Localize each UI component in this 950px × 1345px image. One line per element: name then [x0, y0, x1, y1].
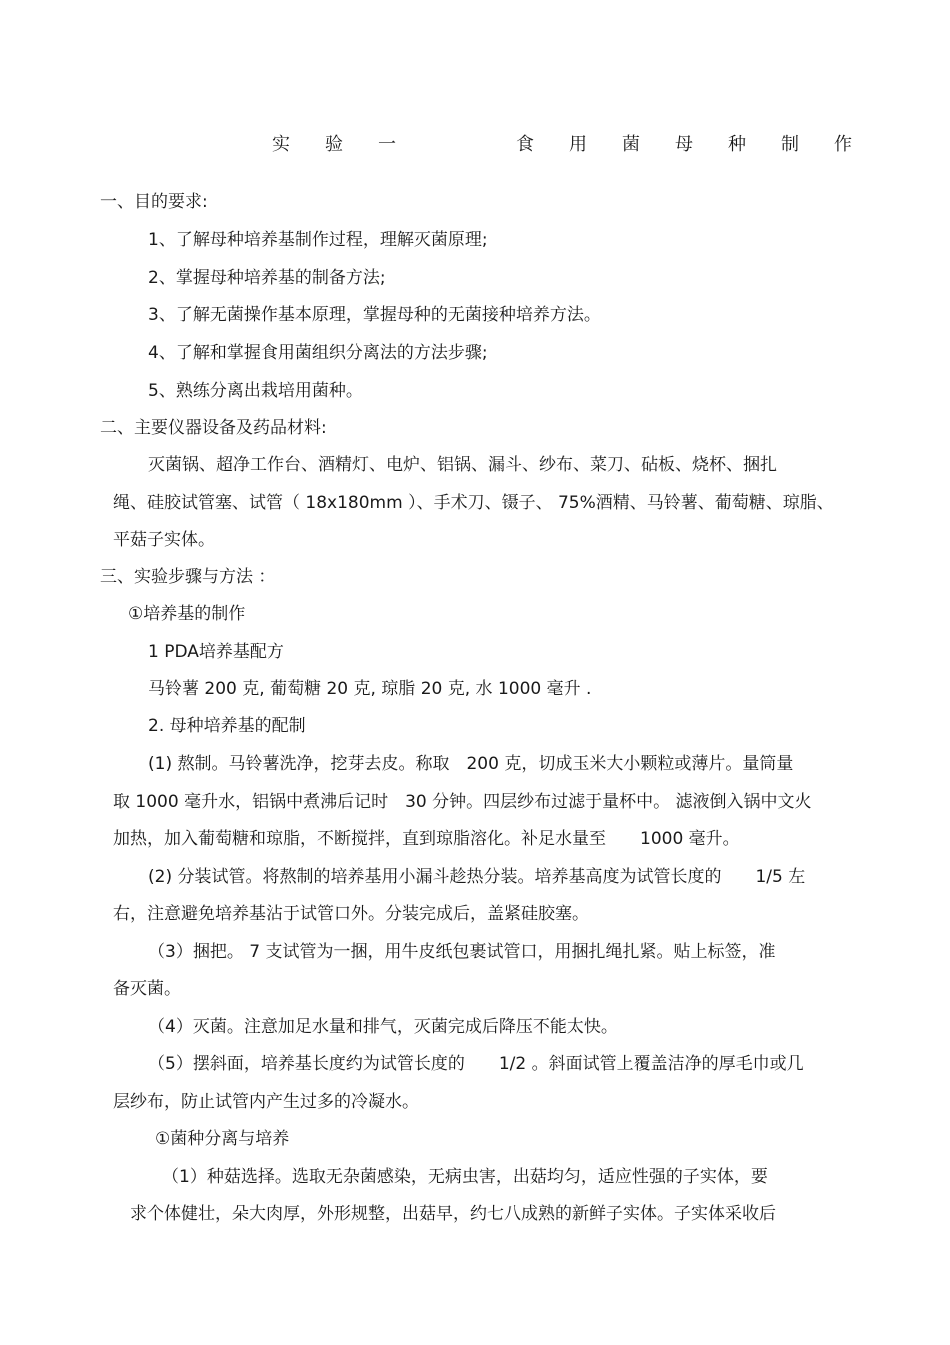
sub-heading: 1 PDA培养基配方 — [148, 642, 284, 662]
title-char: 用 — [569, 134, 587, 155]
title-char: 食 — [516, 134, 534, 155]
section-heading: 二、主要仪器设备及药品材料: — [100, 418, 327, 438]
title-char: 实 — [272, 134, 290, 155]
sub-heading: ①菌种分离与培养 — [155, 1129, 290, 1149]
list-item: 1、了解母种培养基制作过程，理解灭菌原理; — [148, 230, 488, 250]
paragraph-line: （5）摆斜面，培养基长度约为试管长度的 1/2 。斜面试管上覆盖洁净的厚毛巾或几 — [148, 1054, 804, 1074]
paragraph-line: 加热，加入葡萄糖和琼脂，不断搅拌，直到琼脂溶化。补足水量至 1000 毫升。 — [113, 829, 740, 849]
paragraph-line: 右，注意避免培养基沾于试管口外。分装完成后，盖紧硅胶塞。 — [113, 904, 589, 924]
paragraph-line: 层纱布，防止试管内产生过多的冷凝水。 — [113, 1092, 419, 1112]
list-item: 5、熟练分离出栽培用菌种。 — [148, 381, 363, 401]
paragraph-line: （4）灭菌。注意加足水量和排气，灭菌完成后降压不能太快。 — [148, 1017, 618, 1037]
paragraph-line: 灭菌锅、超净工作台、酒精灯、电炉、铝锅、漏斗、纱布、菜刀、砧板、烧杯、捆扎 — [148, 455, 777, 475]
title-char: 种 — [728, 134, 746, 155]
paragraph-line: (2) 分装试管。将熬制的培养基用小漏斗趁热分装。培养基高度为试管长度的 1/5 左 — [148, 867, 806, 887]
list-item: 4、了解和掌握食用菌组织分离法的方法步骤; — [148, 343, 488, 363]
paragraph-line: （1）种菇选择。选取无杂菌感染，无病虫害，出菇均匀，适应性强的子实体，要 — [162, 1167, 768, 1187]
paragraph-line: （3）捆把。 7 支试管为一捆，用牛皮纸包裹试管口，用捆扎绳扎紧。贴上标签，准 — [148, 942, 776, 962]
paragraph-line: 求个体健壮，朵大肉厚，外形规整，出菇早，约七八成熟的新鲜子实体。子实体采收后 — [130, 1204, 776, 1224]
title-char: 菌 — [622, 134, 640, 155]
section-heading: 一、目的要求: — [100, 192, 208, 212]
sub-heading: ①培养基的制作 — [128, 604, 246, 624]
paragraph-line: 平菇子实体。 — [113, 530, 215, 550]
title-char: 作 — [834, 134, 852, 155]
title-char: 一 — [378, 134, 396, 155]
paragraph-line: 绳、硅胶试管塞、试管（ 18x180mm ）、手术刀、镊子、 75%酒精、马铃薯、葡萄糖、琼脂、 — [113, 493, 834, 513]
paragraph-line: 备灭菌。 — [113, 979, 181, 999]
list-item: 2、掌握母种培养基的制备方法; — [148, 268, 386, 288]
formula-text: 马铃薯 200 克, 葡萄糖 20 克, 琼脂 20 克, 水 1000 毫升 . — [148, 679, 592, 699]
list-item: 3、了解无菌操作基本原理，掌握母种的无菌接种培养方法。 — [148, 305, 601, 325]
paragraph-line: (1) 熬制。马铃薯洗净，挖芽去皮。称取 200 克，切成玉米大小颗粒或薄片。量筒量 — [148, 754, 794, 774]
paragraph-line: 取 1000 毫升水，铝锅中煮沸后记时 30 分钟。四层纱布过滤于量杯中。 滤液倒入锅中文火 — [113, 792, 812, 812]
section-heading: 三、实验步骤与方法 ： — [100, 567, 276, 587]
title-char: 母 — [675, 134, 693, 155]
title-char: 制 — [781, 134, 799, 155]
title-char: 验 — [325, 134, 343, 155]
sub-heading: 2. 母种培养基的配制 — [148, 716, 306, 736]
